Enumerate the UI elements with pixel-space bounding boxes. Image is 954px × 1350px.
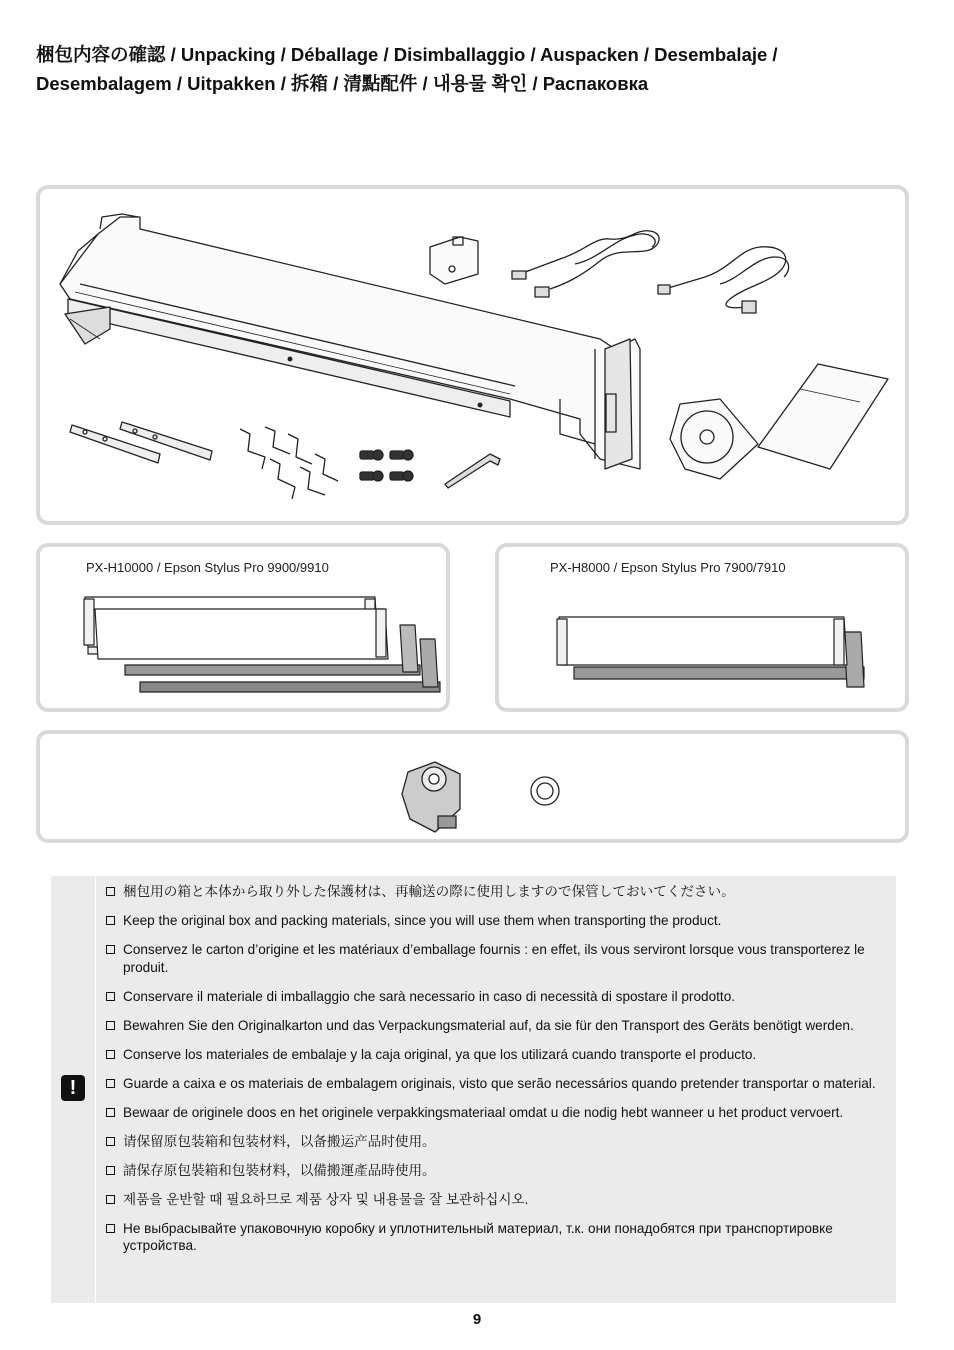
list-item xyxy=(106,1220,886,1255)
mounting-bracket-illustration xyxy=(70,422,212,463)
note-text: 梱包用の箱と本体から取り外した保護材は、再輸送の際に使用しますので保管しておいてください。 xyxy=(123,884,735,899)
accessory-illustration xyxy=(40,734,913,847)
package-contents-illustration xyxy=(40,189,913,529)
checkbox-bullet-icon xyxy=(106,1137,115,1146)
note-side-column xyxy=(51,876,96,1303)
note-text: 請保存原包裝箱和包裝材料，以備搬運產品時使用。 xyxy=(123,1162,436,1178)
accessory-panel xyxy=(36,730,909,843)
checkbox-bullet-icon xyxy=(106,1224,115,1233)
note-text: 제품을 운반할 때 필요하므로 제품 상자 및 내용물을 잘 보관하십시오. xyxy=(123,1191,529,1207)
exclamation-icon: ! xyxy=(61,1075,85,1101)
checkbox-bullet-icon xyxy=(106,992,115,1001)
list-item xyxy=(106,1017,886,1035)
small-model-illustration xyxy=(499,547,913,716)
note-list xyxy=(106,883,886,1266)
list-item xyxy=(106,1133,886,1151)
list-item xyxy=(106,1104,886,1122)
checkbox-bullet-icon xyxy=(106,1108,115,1117)
checkbox-bullet-icon xyxy=(106,887,115,896)
note-text: 请保留原包装箱和包装材料，以备搬运产品时使用。 xyxy=(123,1133,436,1149)
list-item xyxy=(106,1191,886,1209)
checkbox-bullet-icon xyxy=(106,916,115,925)
small-model-label: PX-H8000 / Epson Stylus Pro 7900/7910 xyxy=(550,560,786,575)
note-text: Не выбрасывайте упаковочную коробку и уплотнительный материал, т.к. они понадобятся при транспортировке устройства. xyxy=(123,1220,833,1253)
software-disc-illustration xyxy=(670,399,758,479)
hex-wrench-illustration xyxy=(445,454,500,488)
page-number: 9 xyxy=(472,1311,482,1328)
power-cable-illustration xyxy=(658,247,789,313)
checkbox-bullet-icon xyxy=(106,945,115,954)
checkbox-bullet-icon xyxy=(106,1021,115,1030)
list-item xyxy=(106,1075,886,1093)
usb-cable-illustration xyxy=(512,231,659,297)
list-item xyxy=(106,912,886,930)
page-title: 梱包内容の確認 / Unpacking / Déballage / Disimballaggio / Auspacken / Desembalaje / Desembalagem / Uitpakken / 拆箱 / 清點配件 / 내용물 확인 / Распаковка xyxy=(36,44,778,94)
note-text: Conservare il materiale di imballaggio che sarà necessario in caso di necessità di spostare il prodotto. xyxy=(123,988,736,1004)
list-item xyxy=(106,1162,886,1180)
note-box xyxy=(51,876,896,1303)
checkbox-bullet-icon xyxy=(106,1079,115,1088)
cover-part-illustration xyxy=(430,237,478,284)
note-text: Conserve los materiales de embalaje y la caja original, ya que los utilizará cuando transporte el producto. xyxy=(123,1046,757,1062)
checkbox-bullet-icon xyxy=(106,1050,115,1059)
list-item xyxy=(106,941,886,976)
list-item xyxy=(106,883,886,901)
screws-illustration xyxy=(360,450,413,481)
large-model-label: PX-H10000 / Epson Stylus Pro 9900/9910 xyxy=(86,560,329,575)
note-text: Bewaar de originele doos en het originele verpakkingsmateriaal omdat u die nodig hebt wanneer u het product vervoert. xyxy=(123,1104,844,1120)
note-text: Conservez le carton d’origine et les matériaux d’emballage fournis : en effet, ils vous serviront lorsque vous transporterez le produit. xyxy=(123,942,865,975)
list-item xyxy=(106,1046,886,1064)
note-text: Bewahren Sie den Originalkarton und das Verpackungsmaterial auf, da sie für den Transport des Geräts benötigt werden. xyxy=(123,1017,854,1033)
package-contents-panel xyxy=(36,185,909,525)
checkbox-bullet-icon xyxy=(106,1195,115,1204)
list-item xyxy=(106,988,886,1006)
manual-sheet-illustration xyxy=(758,364,888,469)
large-model-illustration xyxy=(40,547,454,716)
clip-parts-illustration xyxy=(240,427,338,499)
note-text: Keep the original box and packing materials, since you will use them when transporting the product. xyxy=(123,913,722,928)
small-model-panel xyxy=(495,543,909,712)
checkbox-bullet-icon xyxy=(106,1166,115,1175)
large-model-panel xyxy=(36,543,450,712)
note-text: Guarde a caixa e os materiais de embalagem originais, visto que serão necessários quando pretender transportar o material. xyxy=(123,1075,876,1091)
